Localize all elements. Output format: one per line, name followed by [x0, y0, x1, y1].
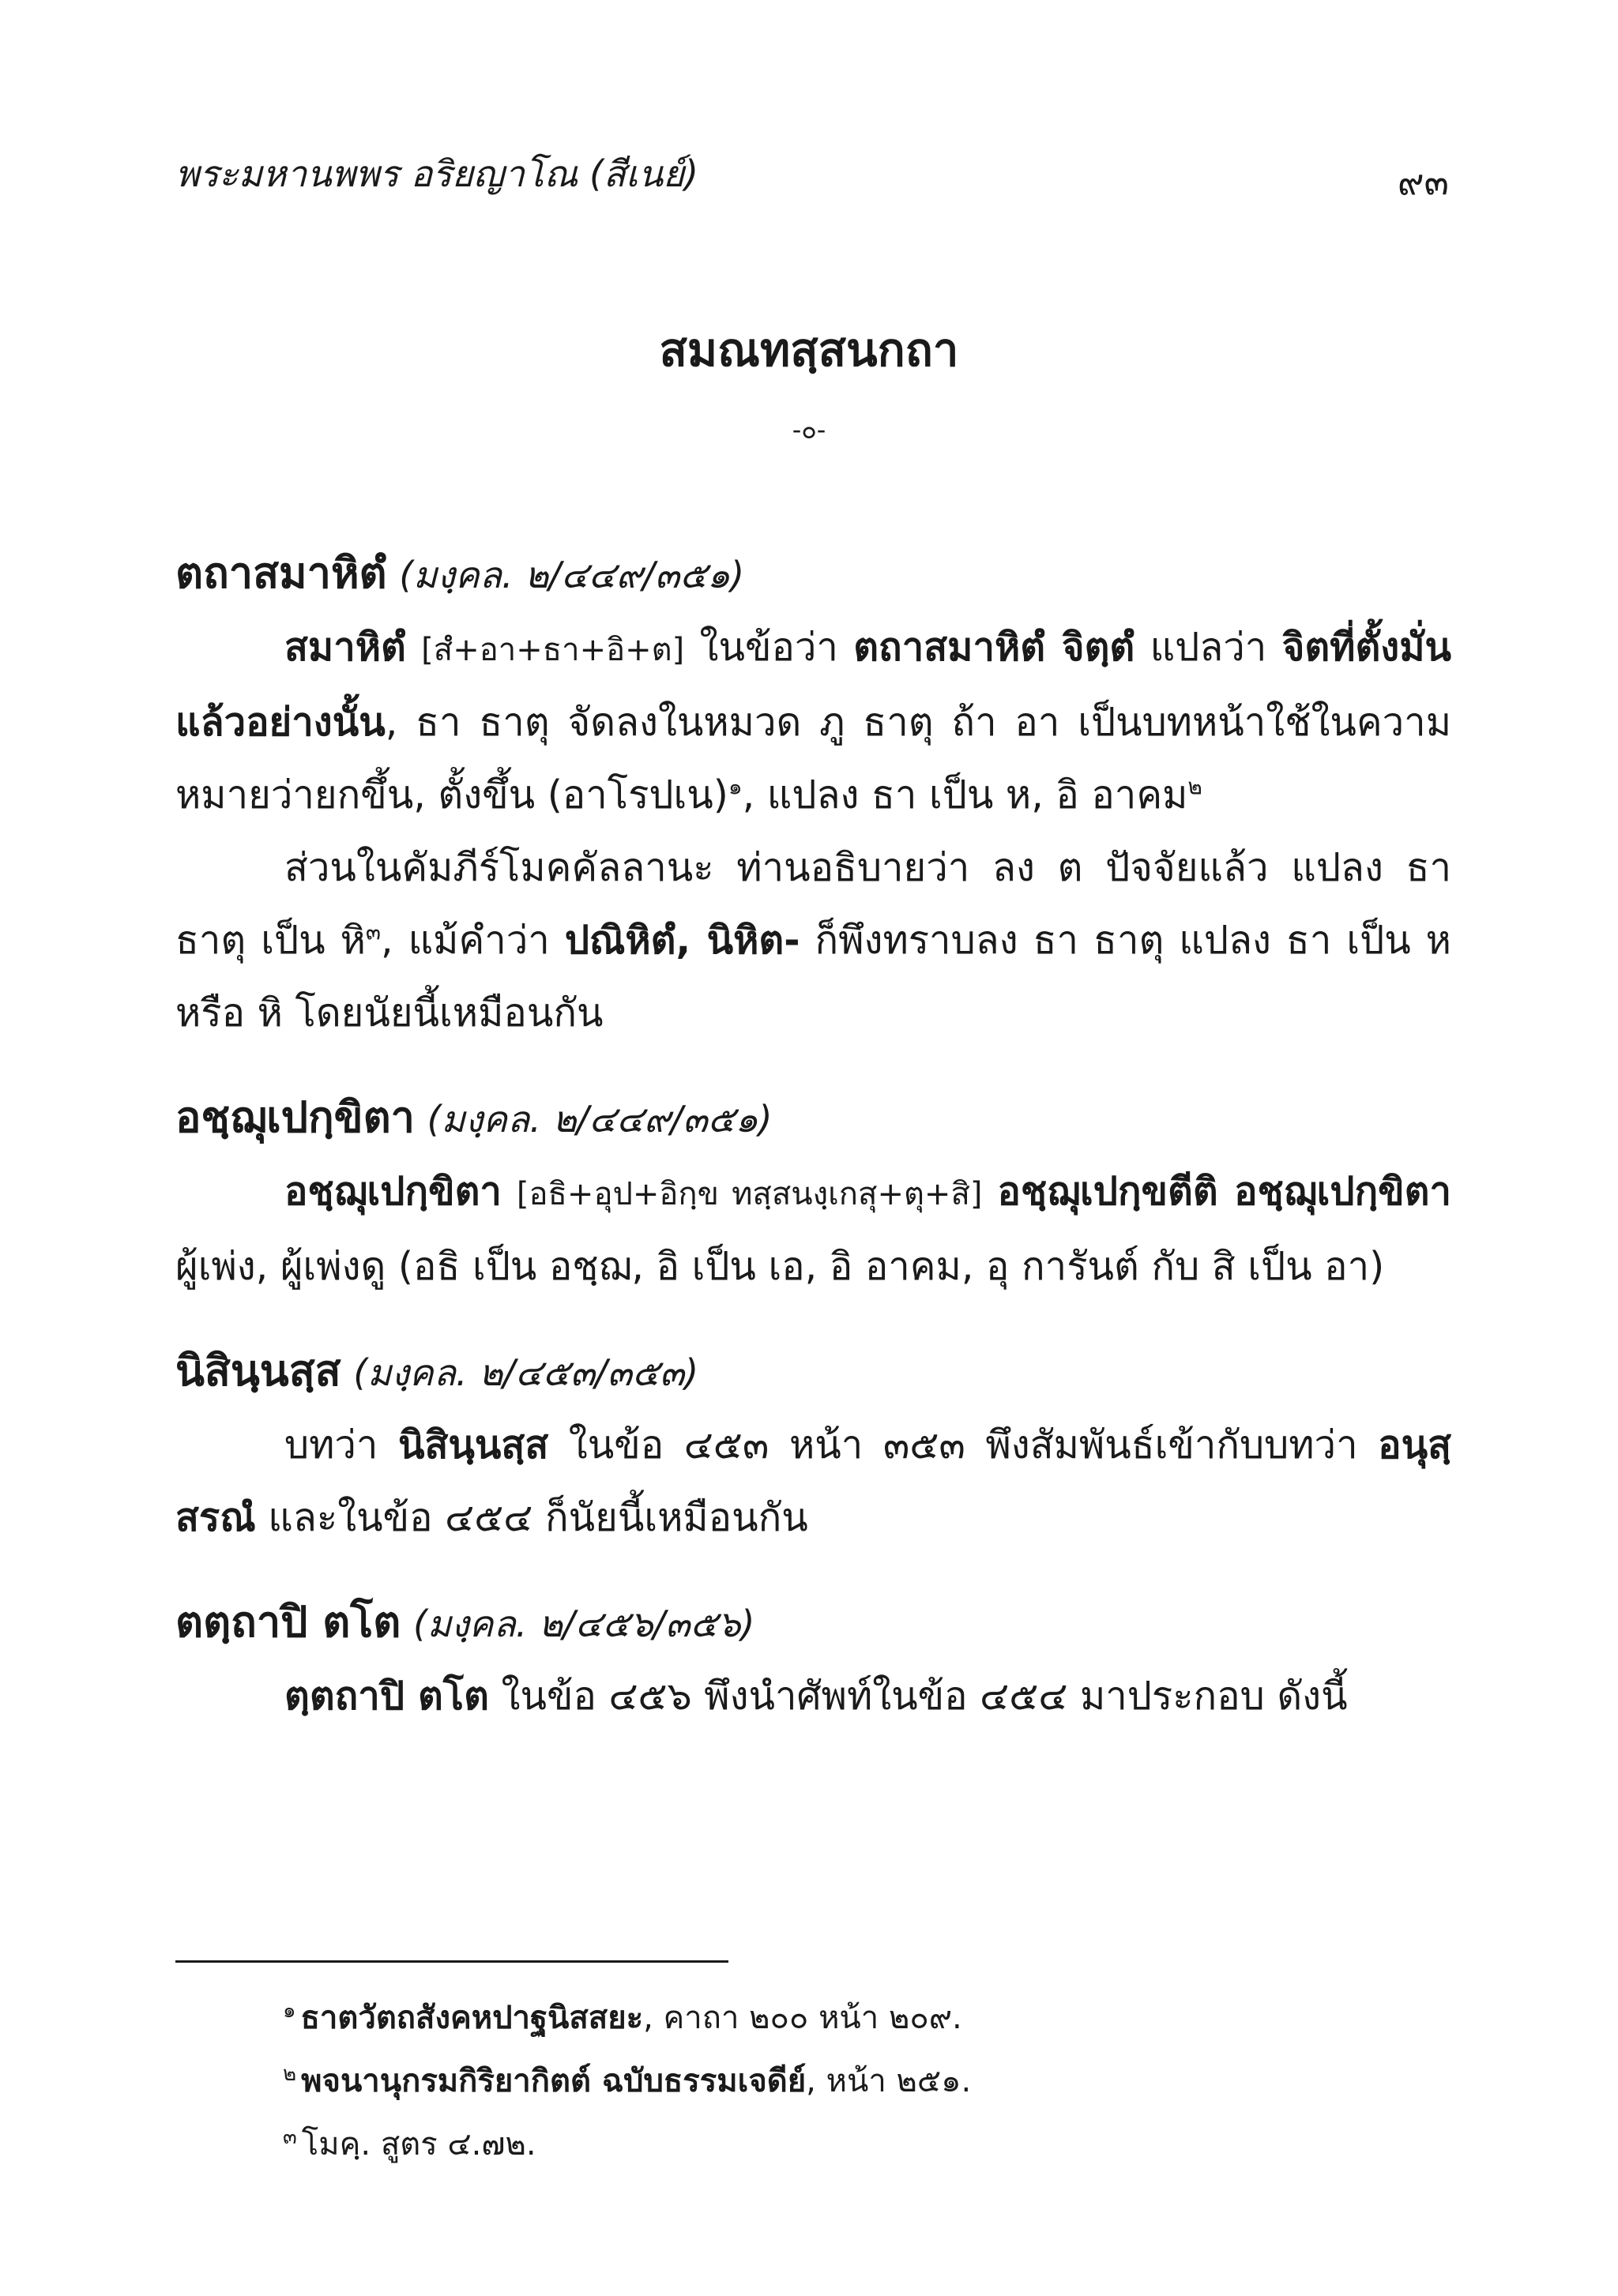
entry-heading	[175, 1586, 1451, 1660]
entry-nisinnassa	[175, 1335, 1451, 1554]
entry-tatthapi-tato	[175, 1586, 1451, 1733]
paragraph	[175, 832, 1451, 1050]
text: ผู้เพ่ง, ผู้เพ่งดู (อธิ เป็น อชฺฌ, อิ เป็น เอ, อิ อาคม, อุ การันต์ กับ สิ เป็น อา)	[175, 1244, 1385, 1289]
footnote-ref[interactable]: ๓	[365, 919, 382, 945]
term: อชฺฌุเปกฺขิตา	[284, 1169, 502, 1214]
term: ตฺตถาปิ ตโต	[284, 1674, 489, 1719]
paragraph	[175, 1660, 1451, 1733]
footnote-mark: ๓	[283, 2125, 297, 2149]
footnote-text: , หน้า ๒๕๑.	[806, 2063, 972, 2099]
etymology: [สํ+อา+ธา+อิ+ต]	[421, 632, 685, 668]
headword: นิสินฺนสฺส	[175, 1346, 341, 1396]
footnote-item	[283, 1986, 1452, 2050]
title-divider-mark: -๐-	[792, 415, 826, 445]
reference: (มงฺคล. ๒/๔๔๙/๓๕๑)	[427, 1098, 773, 1140]
reference: (มงฺคล. ๒/๔๕๓/๓๕๓)	[353, 1351, 699, 1394]
term: อชฺฌุเปกฺขตีติ อชฺฌุเปกฺขิตา	[997, 1169, 1452, 1214]
etymology: [อธิ+อุป+อิกฺข ทสฺสนงฺเกสุ+ตุ+สิ]	[516, 1176, 983, 1212]
footnote-text: , คาถา ๒๐๐ หน้า ๒๐๙.	[643, 2000, 962, 2036]
text	[982, 1169, 997, 1214]
text: ในข้อว่า	[684, 625, 854, 670]
text: , ธา ธาตุ จัดลงในหมวด ภู ธาตุ ถ้า อา เป็นบทหน้าใช้ในความหมายว่ายกขึ้น, ตั้งขึ้น (อาโรปเน)	[175, 700, 1451, 817]
term: นิสินฺนสฺส	[398, 1422, 549, 1467]
body-text	[175, 537, 1451, 1764]
running-title: พระมหานพพร อริยญาโณ (สีเนย์)	[175, 152, 699, 195]
paragraph	[175, 1156, 1451, 1303]
term: ตถาสมาหิตํ จิตฺตํ	[853, 625, 1135, 670]
text: , แม้คำว่า	[381, 918, 565, 963]
text: แปลว่า	[1134, 625, 1282, 670]
footnote-item	[283, 2113, 1452, 2176]
paragraph	[175, 611, 1451, 832]
entry-tathasamahitam	[175, 537, 1451, 1050]
entry-heading	[175, 1081, 1451, 1156]
text: ส่วนในคัมภีร์โมคคัลลานะ ท่านอธิบายว่า ลง ต ปัจจัยแล้ว แปลง ธา ธาตุ เป็น หิ	[175, 845, 1451, 963]
text: ในข้อ ๔๕๓ หน้า ๓๕๓ พึงสัมพันธ์เข้ากับบทว่า	[548, 1422, 1379, 1467]
headword: ตถาสมาหิตํ	[175, 548, 387, 598]
term: จิตที่ตั้งมั่นแล้วอย่างนั้น	[175, 625, 1452, 745]
entry-heading	[175, 537, 1451, 611]
footnote-separator	[175, 1960, 728, 1963]
entry-heading	[175, 1335, 1451, 1409]
footnote-ref[interactable]: ๑	[728, 773, 743, 800]
footnote-source-title: ธาตวัตถสังคหปาฐนิสสยะ	[300, 2000, 644, 2036]
footnote-mark: ๒	[283, 2061, 297, 2086]
footnote-mark: ๑	[283, 1998, 296, 2023]
chapter-title: สมณทสฺสนกถา	[659, 323, 959, 377]
text: บทว่า	[284, 1422, 399, 1467]
headword: อชฺฌุเปกฺขิตา	[175, 1092, 415, 1142]
reference: (มงฺคล. ๒/๔๕๖/๓๕๖)	[412, 1603, 755, 1645]
paragraph	[175, 1409, 1451, 1554]
text	[502, 1169, 517, 1214]
footnotes	[283, 1986, 1452, 2176]
term: ปณิหิตํ, นิหิต-	[564, 918, 800, 963]
reference: (มงฺคล. ๒/๔๔๙/๓๕๑)	[399, 554, 745, 596]
text: , แปลง ธา เป็น ห, อิ อาคม	[742, 772, 1188, 817]
footnote-source-title: พจนานุกรมกิริยากิตต์ ฉบับธรรมเจดีย์	[301, 2063, 807, 2099]
text: และในข้อ ๔๕๔ ก็นัยนี้เหมือนกัน	[255, 1495, 808, 1540]
entry-ajjhupekkhita	[175, 1081, 1451, 1303]
text: ในข้อ ๔๕๖ พึงนำศัพท์ในข้อ ๔๕๔ มาประกอบ ดังนี้	[488, 1674, 1348, 1719]
text	[406, 625, 421, 670]
text: ก็พึงทราบลง ธา ธาตุ แปลง ธา เป็น ห หรือ หิ โดยนัยนี้เหมือนกัน	[175, 918, 1451, 1035]
footnote-text: โมคฺ. สูตร ๔.๗๒.	[301, 2126, 536, 2163]
footnote-item	[283, 2050, 1452, 2113]
term: สมาหิตํ	[284, 625, 406, 670]
term: อนุสฺสรณํ	[175, 1422, 1452, 1540]
headword: ตตฺถาปิ ตโต	[175, 1597, 401, 1647]
footnote-ref[interactable]: ๒	[1187, 773, 1202, 800]
page-number: ๙๓	[1397, 160, 1449, 203]
